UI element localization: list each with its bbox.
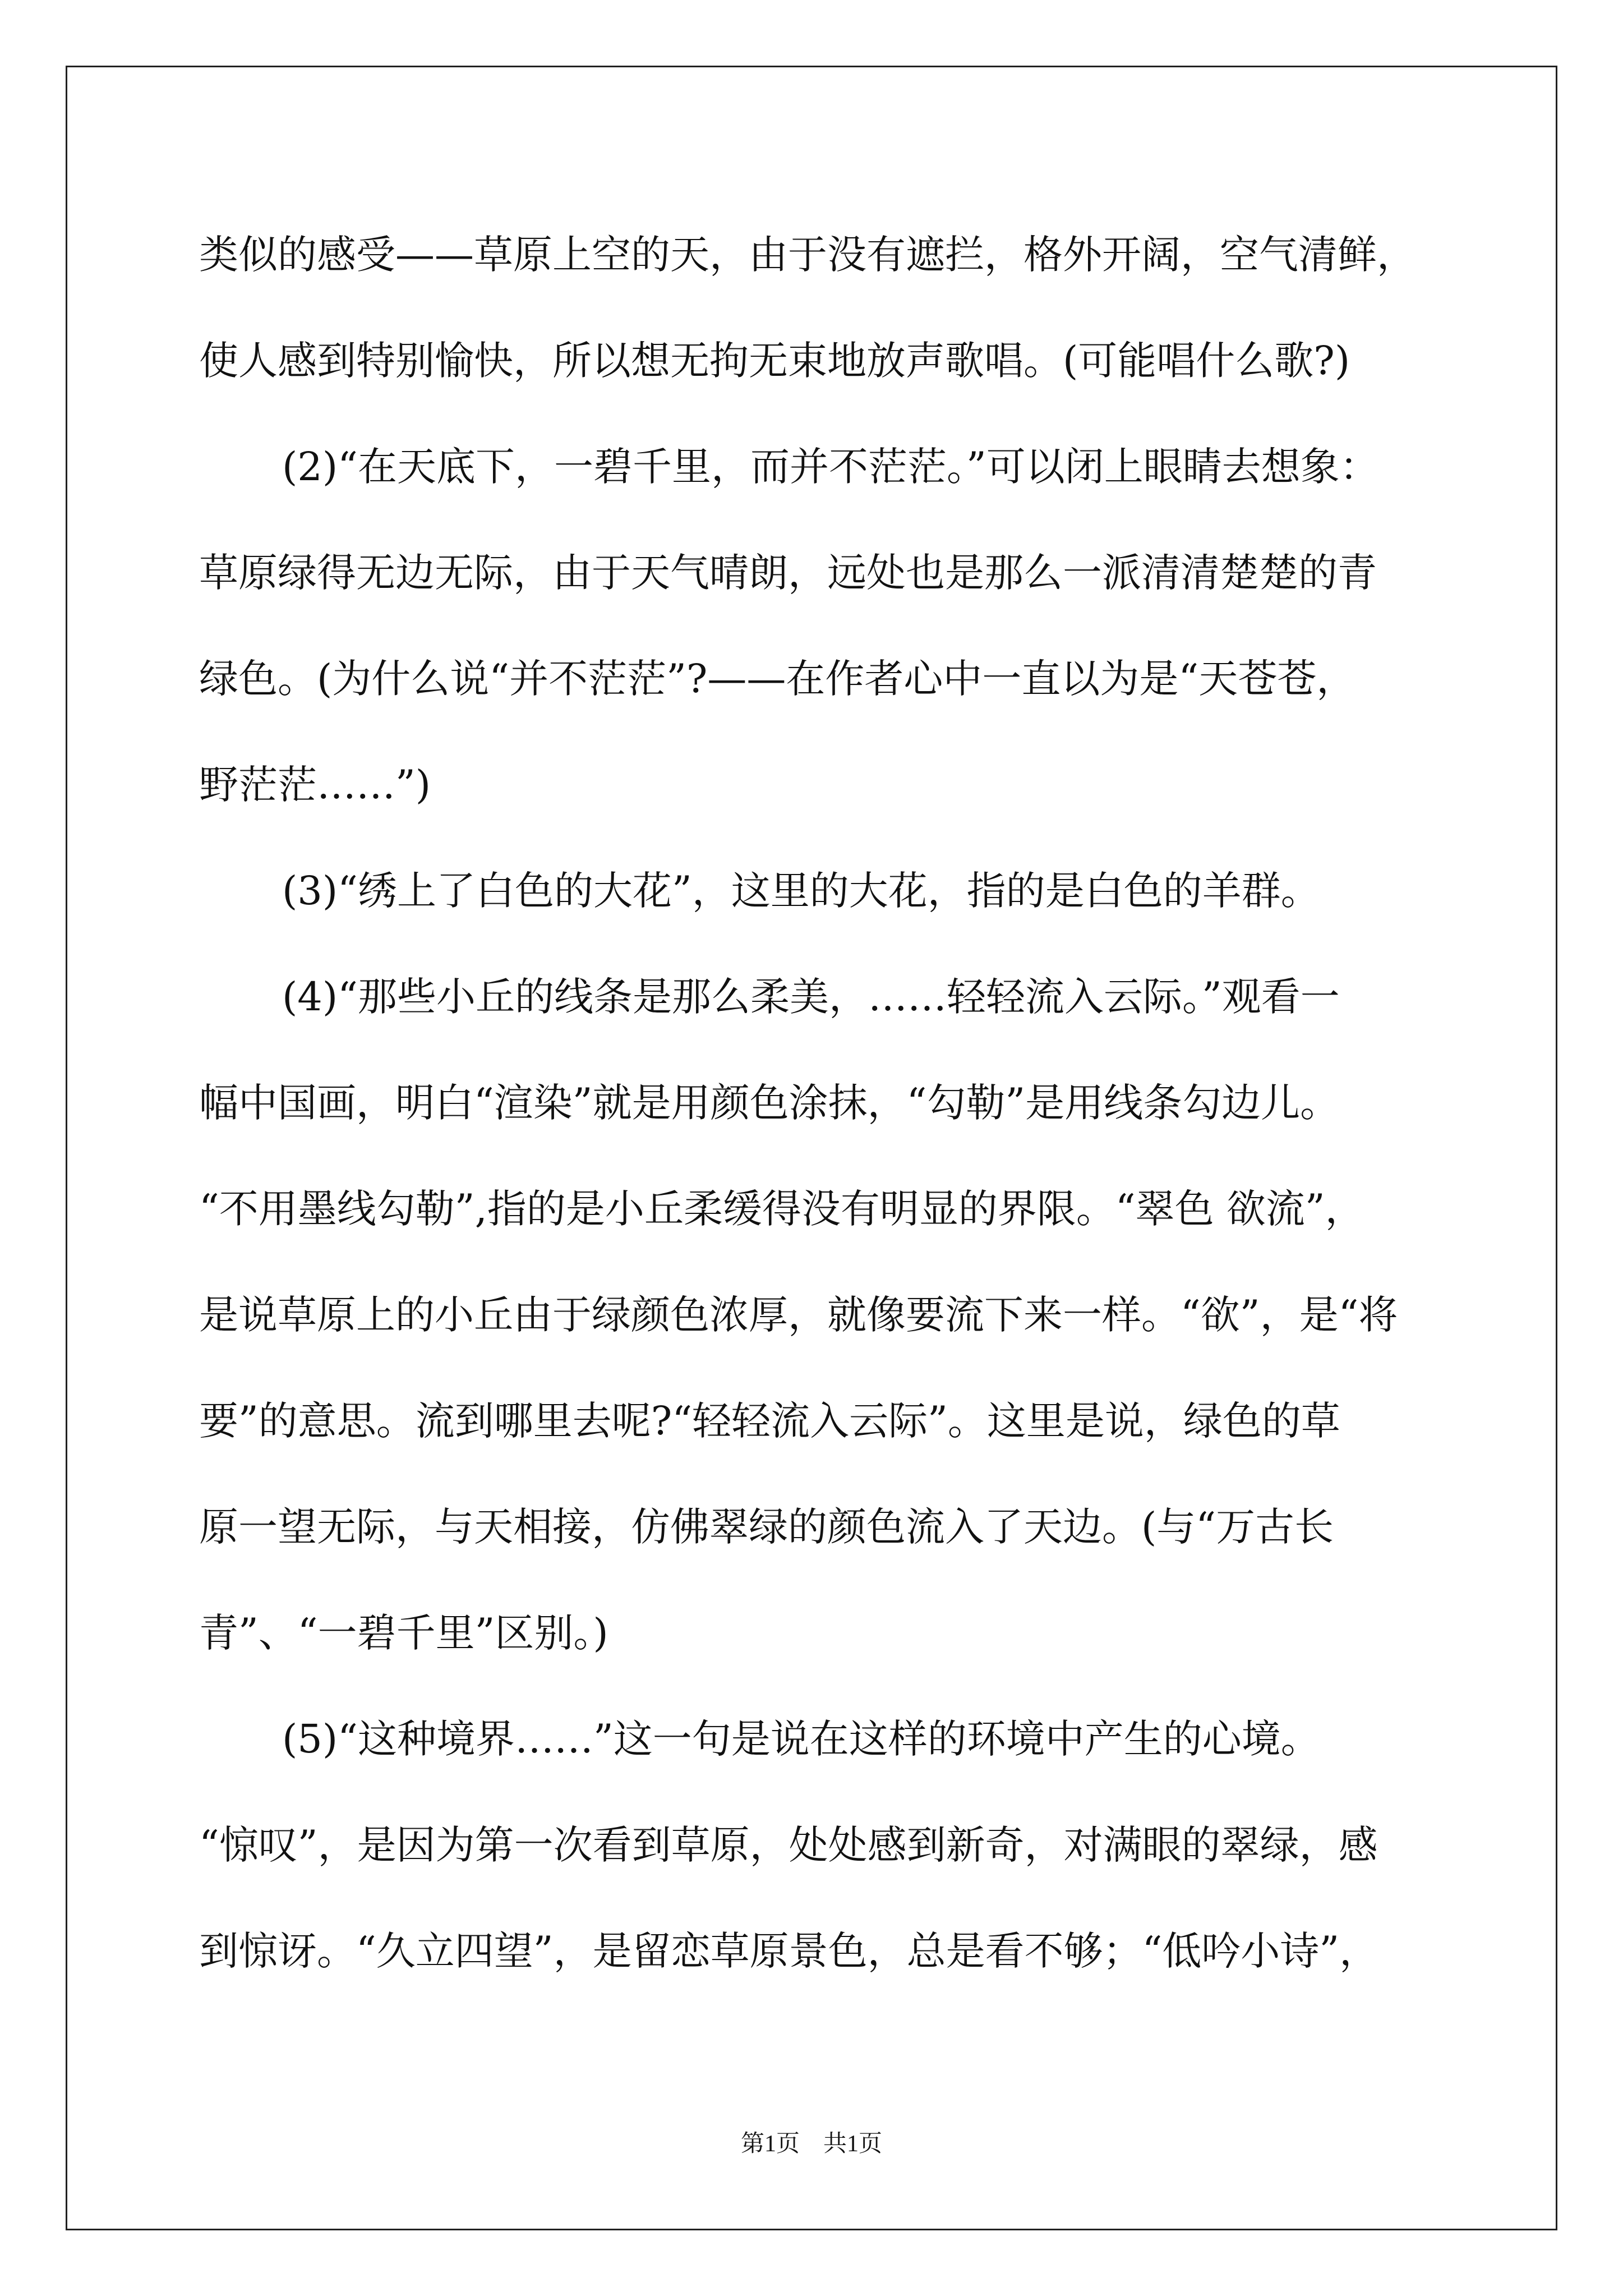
text-line: (4)“那些小丘的线条是那么柔美，……轻轻流入云际。”观看一 <box>282 974 1340 1020</box>
text-line: 幅中国画，明白“渲染”就是用颜色涂抹，“勾勒”是用线条勾边儿。 <box>199 1080 1340 1126</box>
text-line: 类似的感受——草原上空的天，由于没有遮拦，格外开阔，空气清鲜， <box>199 232 1416 278</box>
text-line: 使人感到特别愉快，所以想无拘无束地放声歌唱。(可能唱什么歌?) <box>199 338 1350 384</box>
page-number-footer: 第1页 共1页 <box>740 2131 882 2157</box>
text-line: “惊叹”，是因为第一次看到草原，处处感到新奇，对满眼的翠绿，感 <box>199 1822 1378 1868</box>
text-line: 原一望无际，与天相接，仿佛翠绿的颜色流入了天边。(与“万古长 <box>199 1504 1334 1550</box>
text-line: (5)“这种境界……”这一句是说在这样的环境中产生的心境。 <box>282 1716 1320 1762</box>
text-line: 是说草原上的小丘由于绿颜色浓厚，就像要流下来一样。“欲”，是“将 <box>199 1292 1398 1338</box>
text-line: (2)“在天底下，一碧千里，而并不茫茫。”可以闭上眼睛去想象： <box>282 444 1379 490</box>
text-line: “不用墨线勾勒”,指的是小丘柔缓得没有明显的界限。“翠色 欲流”， <box>199 1186 1364 1232</box>
text-line: 绿色。(为什么说“并不茫茫”?——在作者心中一直以为是“天苍苍， <box>199 656 1356 702</box>
text-line: 青”、“一碧千里”区别。) <box>199 1610 608 1656</box>
document-body <box>199 202 1438 2004</box>
text-line: 要”的意思。流到哪里去呢?“轻轻流入云际”。这里是说，绿色的草 <box>199 1398 1340 1444</box>
text-line: 草原绿得无边无际，由于天气晴朗，远处也是那么一派清清楚楚的青 <box>199 550 1377 596</box>
text-line: 野茫茫……”) <box>199 762 431 808</box>
text-line: 到惊讶。“久立四望”，是留恋草原景色，总是看不够；“低吟小诗”， <box>199 1928 1379 1974</box>
text-line: (3)“绣上了白色的大花”，这里的大花，指的是白色的羊群。 <box>282 868 1320 914</box>
